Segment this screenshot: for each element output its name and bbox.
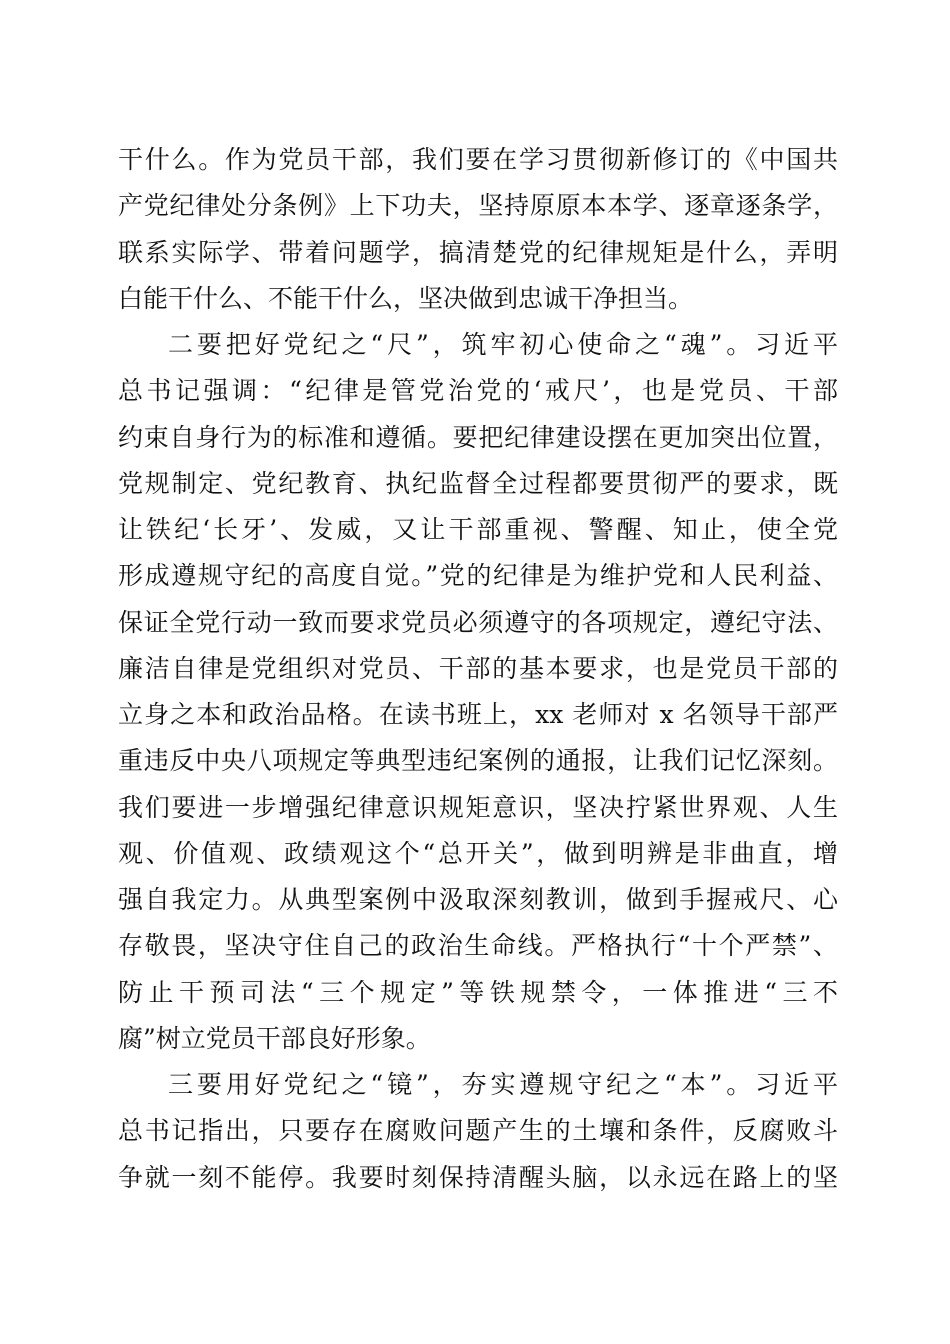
text-line: 让铁纪‘长牙’、发威，又让干部重视、警醒、知止，使全党 — [118, 515, 838, 544]
paragraph-1 — [118, 137, 838, 322]
text-line: 我们要进一步增强纪律意识规矩意识，坚决拧紧世界观、人生 — [118, 792, 838, 822]
text-line: 存敬畏，坚决守住自己的政治生命线。严格执行“十个严禁”、 — [118, 931, 838, 961]
paragraph-2 — [118, 322, 838, 1062]
text-line: 防止干预司法“三个规定”等铁规禁令，一体推进“三不 — [118, 977, 838, 1007]
paragraph-3 — [118, 1062, 838, 1201]
text-line: 总书记指出，只要存在腐败问题产生的土壤和条件，反腐败斗 — [118, 1116, 838, 1146]
text-line: 干什么。作为党员干部，我们要在学习贯彻新修订的《中国共 — [118, 145, 838, 174]
text-line: 党规制定、党纪教育、执纪监督全过程都要贯彻严的要求，既 — [118, 468, 838, 498]
text-line: 观、价值观、政绩观这个“总开关”，做到明辨是非曲直，增 — [118, 838, 838, 868]
text-line: 重违反中央八项规定等典型违纪案例的通报，让我们记忆深刻。 — [118, 746, 838, 776]
text-line: 约束自身行为的标准和遵循。要把纪律建设摆在更加突出位置， — [118, 422, 838, 452]
document-body — [118, 137, 838, 1201]
text-line: 白能干什么、不能干什么，坚决做到忠诚干净担当。 — [118, 283, 694, 313]
text-line: 廉洁自律是党组织对党员、干部的基本要求，也是党员干部的 — [118, 653, 838, 683]
text-line: 立身之本和政治品格。在读书班上，xx 老师对 x 名领导干部严 — [118, 700, 838, 729]
text-line: 联系实际学、带着问题学，搞清楚党的纪律规矩是什么，弄明 — [118, 237, 838, 267]
text-line: 形成遵规守纪的高度自觉。”党的纪律是为维护党和人民利益、 — [118, 561, 838, 591]
text-line: 腐”树立党员干部良好形象。 — [118, 1023, 431, 1053]
text-line: 保证全党行动一致而要求党员必须遵守的各项规定，遵纪守法、 — [118, 607, 838, 637]
text-line: 争就一刻不能停。我要时刻保持清醒头脑，以永远在路上的坚 — [118, 1162, 838, 1192]
text-line: 产党纪律处分条例》上下功夫，坚持原原本本学、逐章逐条学， — [118, 191, 838, 221]
text-line: 总书记强调：“纪律是管党治党的‘戒尺’，也是党员、干部 — [118, 376, 838, 406]
text-line: 三要用好党纪之“镜”，夯实遵规守纪之“本”。习近平 — [168, 1070, 838, 1099]
text-line: 二要把好党纪之“尺”，筑牢初心使命之“魂”。习近平 — [168, 330, 838, 359]
text-line: 强自我定力。从典型案例中汲取深刻教训，做到手握戒尺、心 — [118, 885, 838, 914]
